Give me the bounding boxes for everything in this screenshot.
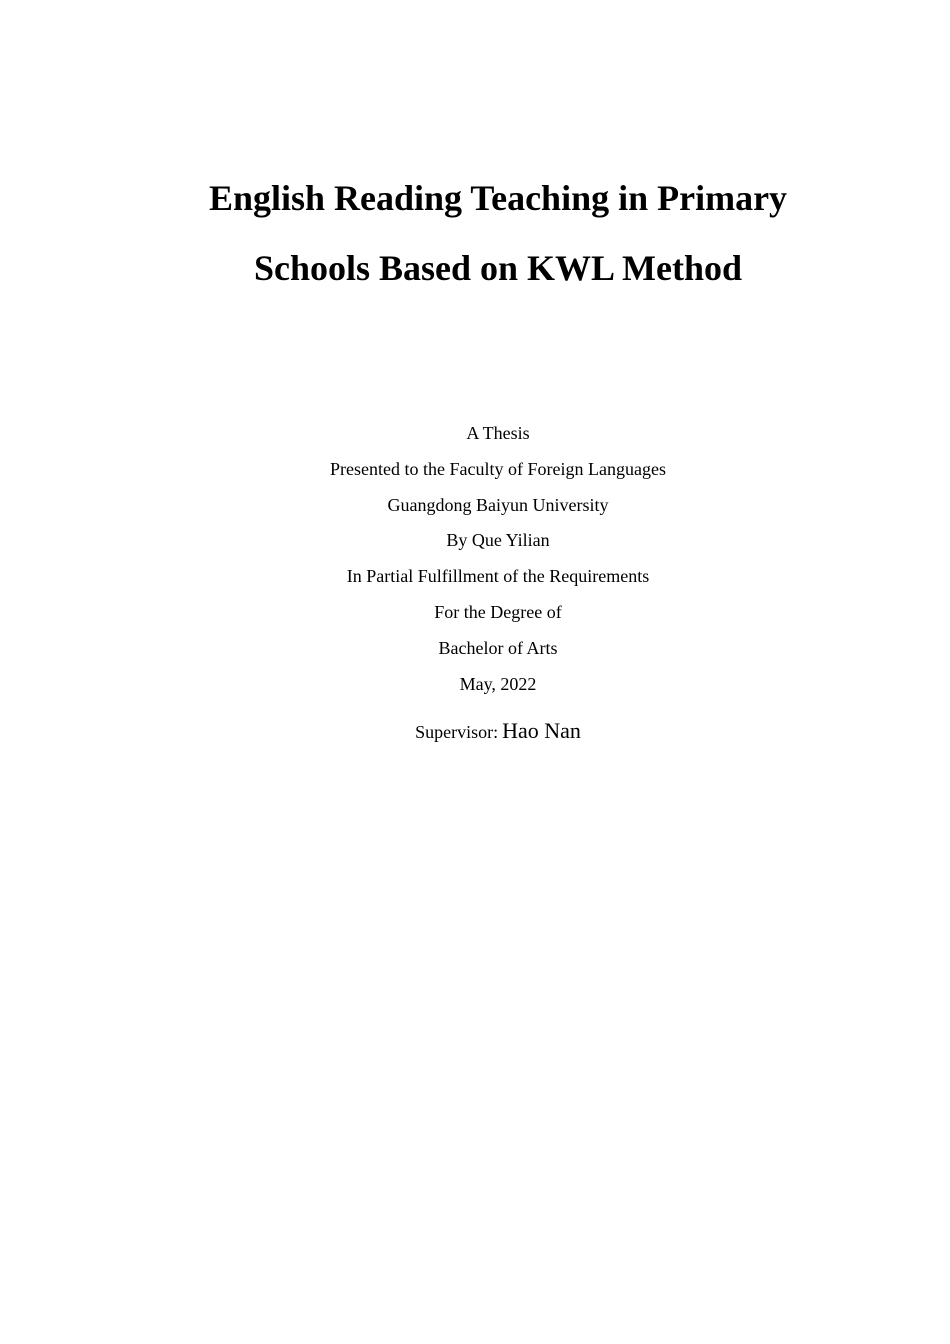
faculty-line: Presented to the Faculty of Foreign Languages	[330, 458, 666, 479]
thesis-title-line-2: Schools Based on KWL Method	[253, 248, 743, 288]
thesis-title	[0, 176, 950, 290]
degree-for-line: For the Degree of	[434, 601, 562, 622]
degree-name: Bachelor of Arts	[438, 637, 558, 658]
university-name: Guangdong Baiyun University	[387, 494, 609, 515]
supervisor-label: Supervisor:	[415, 722, 499, 742]
submission-date: May, 2022	[459, 673, 537, 694]
author-line: By Que Yilian	[446, 530, 550, 551]
fulfillment-line: In Partial Fulfillment of the Requirements	[346, 566, 650, 587]
supervisor-name: Hao Nan	[502, 718, 581, 743]
supervisor-line	[0, 718, 950, 744]
thesis-type: A Thesis	[466, 423, 530, 443]
thesis-info	[0, 421, 950, 707]
thesis-title-line-1: English Reading Teaching in Primary	[208, 178, 788, 218]
